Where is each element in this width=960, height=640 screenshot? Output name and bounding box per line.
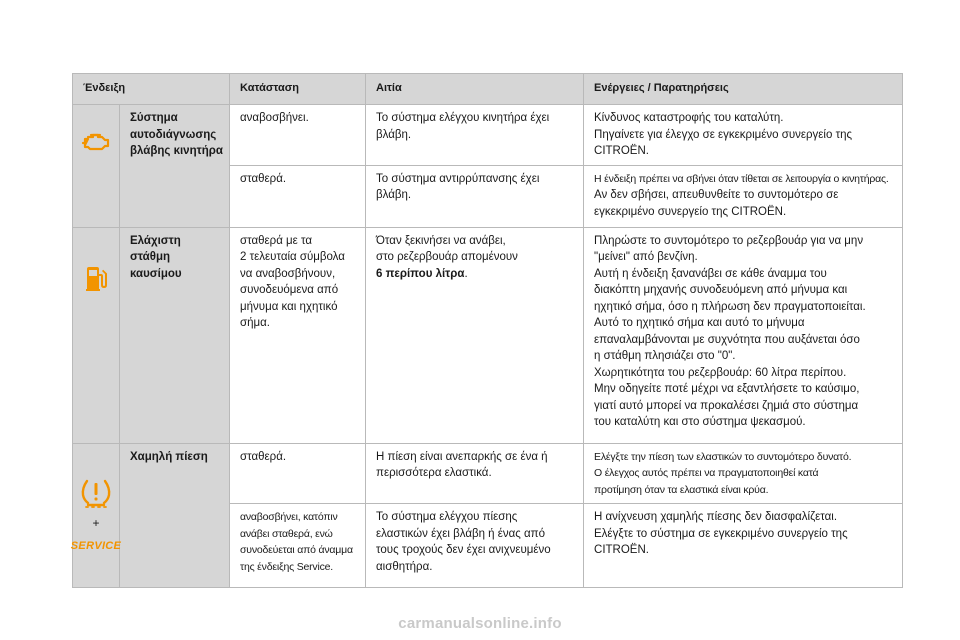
- indicator-name: Σύστημα αυτοδιάγνωσης βλάβης κινητήρα: [120, 105, 230, 228]
- fuel-remaining-amount: 6 περίπου λίτρα: [376, 267, 465, 280]
- header-cause: Αιτία: [366, 74, 584, 105]
- indicator-name: Χαμηλή πίεση: [120, 443, 230, 588]
- watermark: carmanualsonline.info: [398, 615, 562, 632]
- action-cell: Η ανίχνευση χαμηλής πίεσης δεν διασφαλίζεται. Ελέγξτε το σύστημα σε εγκεκριμένο συνεργείο της CITROËN.: [584, 504, 903, 588]
- cause-cell: Η πίεση είναι ανεπαρκής σε ένα ή περισσότερα ελαστικά.: [366, 443, 584, 504]
- warning-lights-table: [72, 73, 903, 588]
- state-cell: σταθερά.: [230, 165, 366, 227]
- engine-check-icon: [81, 131, 111, 153]
- plus-sign: +: [92, 516, 100, 531]
- table-row: [73, 227, 903, 443]
- cause-cell: Το σύστημα ελέγχου κινητήρα έχει βλάβη.: [366, 105, 584, 166]
- cause-cell: Το σύστημα ελέγχου πίεσης ελαστικών έχει βλάβη ή ένας από τους τροχούς δεν έχει ανιχνευμένο αισθητήρα.: [366, 504, 584, 588]
- action-cell: Πληρώστε το συντομότερο το ρεζερβουάρ για να μην "μείνει" από βενζίνη. Αυτή η ένδειξη ξανανάβει σε κάθε άναμμα του διακόπτη μηχανής συνοδευόμενη από μήνυμα και ηχητικό σήμα, όσο η πλήρωση δεν πραγματοποιείται. Αυτό το ηχητικό σήμα και αυτό το μήνυμα επαναλαμβάνονται με συχνότητα που αυξάνεται όσο η στάθμη πλησιάζει στο "0". Χωρητικότητα του ρεζερβουάρ: 60 λίτρα περίπου. Μην οδηγείτε ποτέ μέχρι να εξαντλήσετε το καύσιμο, γιατί αυτό μπορεί να προκαλέσει ζημιά στο σύστημα του καταλύτη και στο σύστημα ψεκασμού.: [584, 227, 903, 443]
- service-icon: SERVICE: [70, 540, 122, 553]
- state-cell: σταθερά με τα 2 τελευταία σύμβολα να αναβοσβήνουν, συνοδευόμενα από μήνυμα και ηχητικό σήμα.: [230, 227, 366, 443]
- table-row: [73, 105, 903, 166]
- action-cell: Κίνδυνος καταστροφής του καταλύτη. Πηγαίνετε για έλεγχο σε εγκεκριμένο συνεργείο της CITROËN.: [584, 105, 903, 166]
- cause-cell: Όταν ξεκινήσει να ανάβει, στο ρεζερβουάρ απομένουν 6 περίπου λίτρα.: [366, 227, 584, 443]
- indicator-name: Ελάχιστη στάθμη καυσίμου: [120, 227, 230, 443]
- action-cell: Ελέγξτε την πίεση των ελαστικών το συντομότερο δυνατό. Ο έλεγχος αυτός πρέπει να πραγματοποιηθεί κατά προτίμηση όταν τα ελαστικά είναι κρύα.: [584, 443, 903, 504]
- action-cell: Η ένδειξη πρέπει να σβήνει όταν τίθεται σε λειτουργία ο κινητήρας. Αν δεν σβήσει, απευθυνθείτε το συντομότερο σε εγκεκριμένο συνεργείο της CITROËN.: [584, 165, 903, 227]
- header-actions: Ενέργειες / Παρατηρήσεις: [584, 74, 903, 105]
- table-row: [73, 443, 903, 504]
- state-cell: αναβοσβήνει, κατόπιν ανάβει σταθερά, ενώ συνοδεύεται από άναμμα της ένδειξης Service.: [230, 504, 366, 588]
- header-indicator: Ένδειξη: [73, 74, 230, 105]
- state-cell: αναβοσβήνει.: [230, 105, 366, 166]
- table-header-row: [73, 74, 903, 105]
- icon-cell: [73, 227, 120, 443]
- icon-cell: [73, 105, 120, 228]
- icon-cell: [70, 443, 122, 588]
- cause-cell: Το σύστημα αντιρρύπανσης έχει βλάβη.: [366, 165, 584, 227]
- tyre-pressure-icon: [79, 478, 113, 508]
- header-state: Κατάσταση: [230, 74, 366, 105]
- state-cell: σταθερά.: [230, 443, 366, 504]
- fuel-pump-icon: [84, 266, 108, 292]
